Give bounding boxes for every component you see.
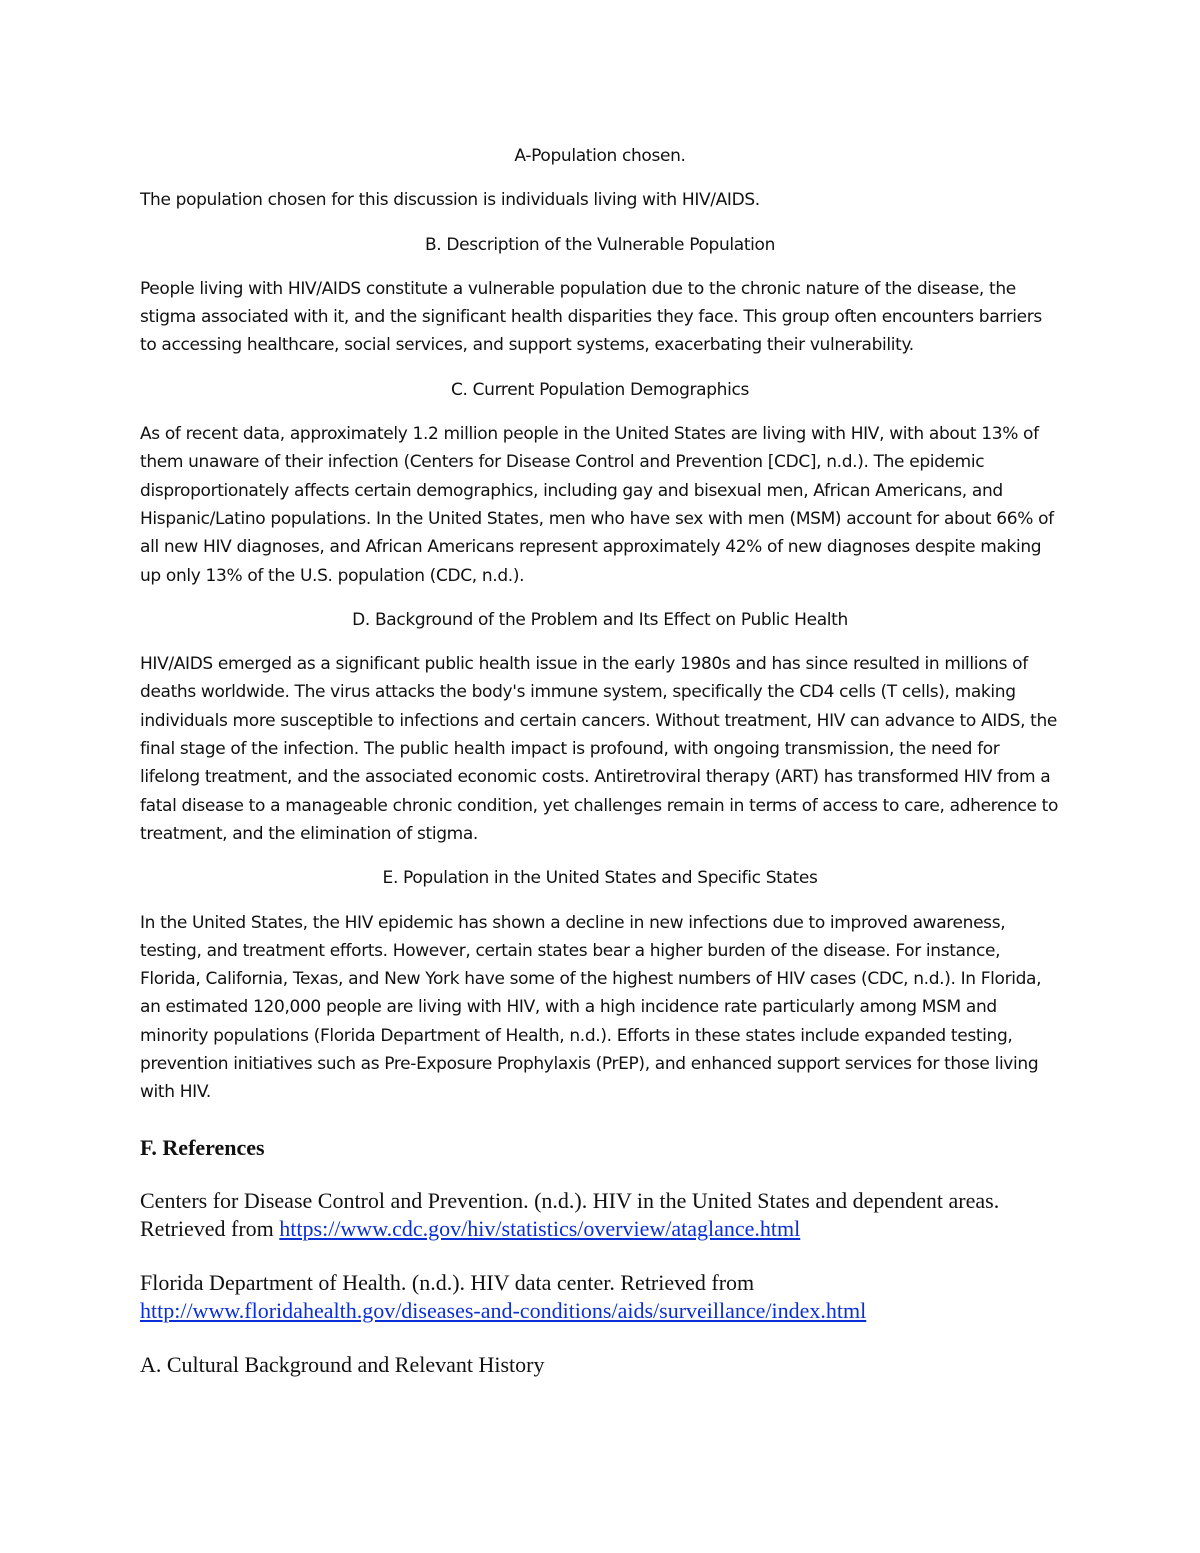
reference-text: Florida Department of Health. (n.d.). HIV data center. Retrieved from <box>140 1269 755 1295</box>
section-e-heading: E. Population in the United States and Specific States <box>382 868 818 889</box>
section-b-body: People living with HIV/AIDS constitute a vulnerable population due to the chronic nature of the disease, the stigma associated with it, and the significant health disparities they face. This group often encounters barriers to accessing healthcare, social services, and support systems, exacerbating their vulnerability. <box>140 278 1042 356</box>
section-b-heading: B. Description of the Vulnerable Population <box>424 234 776 255</box>
section-a-body: The population chosen for this discussion is individuals living with HIV/AIDS. <box>140 190 760 211</box>
section-c-heading: C. Current Population Demographics <box>451 379 749 400</box>
section-a-heading: A-Population chosen. <box>514 146 686 166</box>
section-c-body: As of recent data, approximately 1.2 million people in the United States are living with HIV, with about 13% of them unaware of their infection (Centers for Disease Control and Prevention [CDC], n.d.). The epidemic disproportionately affects certain demographics, including gay and bisexual men, African Americans, and Hispanic/Latino populations. In the United States, men who have sex with men (MSM) account for about 66% of all new HIV diagnoses, and African Americans represent approximately 42% of new diagnoses despite making up only 13% of the U.S. population (CDC, n.d.). <box>140 424 1054 586</box>
references-title: F. References <box>140 1134 265 1160</box>
section-e-body: In the United States, the HIV epidemic has shown a decline in new infections due to improved awareness, testing, and treatment efforts. However, certain states bear a higher burden of the disease. For instance, Florida, California, Texas, and New York have some of the highest numbers of HIV cases (CDC, n.d.). In Florida, an estimated 120,000 people are living with HIV, with a high incidence rate particularly among MSM and minority populations (Florida Department of Health, n.d.). Efforts in these states include expanded testing, prevention initiatives such as Pre-Exposure Prophylaxis (PrEP), and enhanced support services for those living with HIV. <box>140 912 1042 1103</box>
reference-text: Centers for Disease Control and Prevention. (n.d.). HIV in the United States and dependent areas. Retrieved from <box>140 1187 1000 1241</box>
section-d-heading: D. Background of the Problem and Its Effect on Public Health <box>352 609 848 630</box>
section-d-body: HIV/AIDS emerged as a significant public health issue in the early 1980s and has since resulted in millions of deaths worldwide. The virus attacks the body's immune system, specifically the CD4 cells (T cells), making individuals more susceptible to infections and certain cancers. Without treatment, HIV can advance to AIDS, the final stage of the infection. The public health impact is profound, with ongoing transmission, the need for lifelong treatment, and the associated economic costs. Antiretroviral therapy (ART) has transformed HIV from a fatal disease to a manageable chronic condition, yet challenges remain in terms of access to care, adherence to treatment, and the elimination of stigma. <box>140 654 1058 844</box>
reference-link-florida[interactable]: http://www.floridahealth.gov/diseases-and-conditions/aids/surveillance/index.html <box>140 1297 867 1323</box>
document-page <box>140 142 1060 1379</box>
reference-item-florida <box>140 1269 1060 1325</box>
reference-item-cdc <box>140 1187 1060 1243</box>
reference-link-cdc[interactable]: https://www.cdc.gov/hiv/statistics/overview/ataglance.html <box>279 1215 801 1241</box>
cultural-background-heading: A. Cultural Background and Relevant History <box>140 1351 545 1377</box>
